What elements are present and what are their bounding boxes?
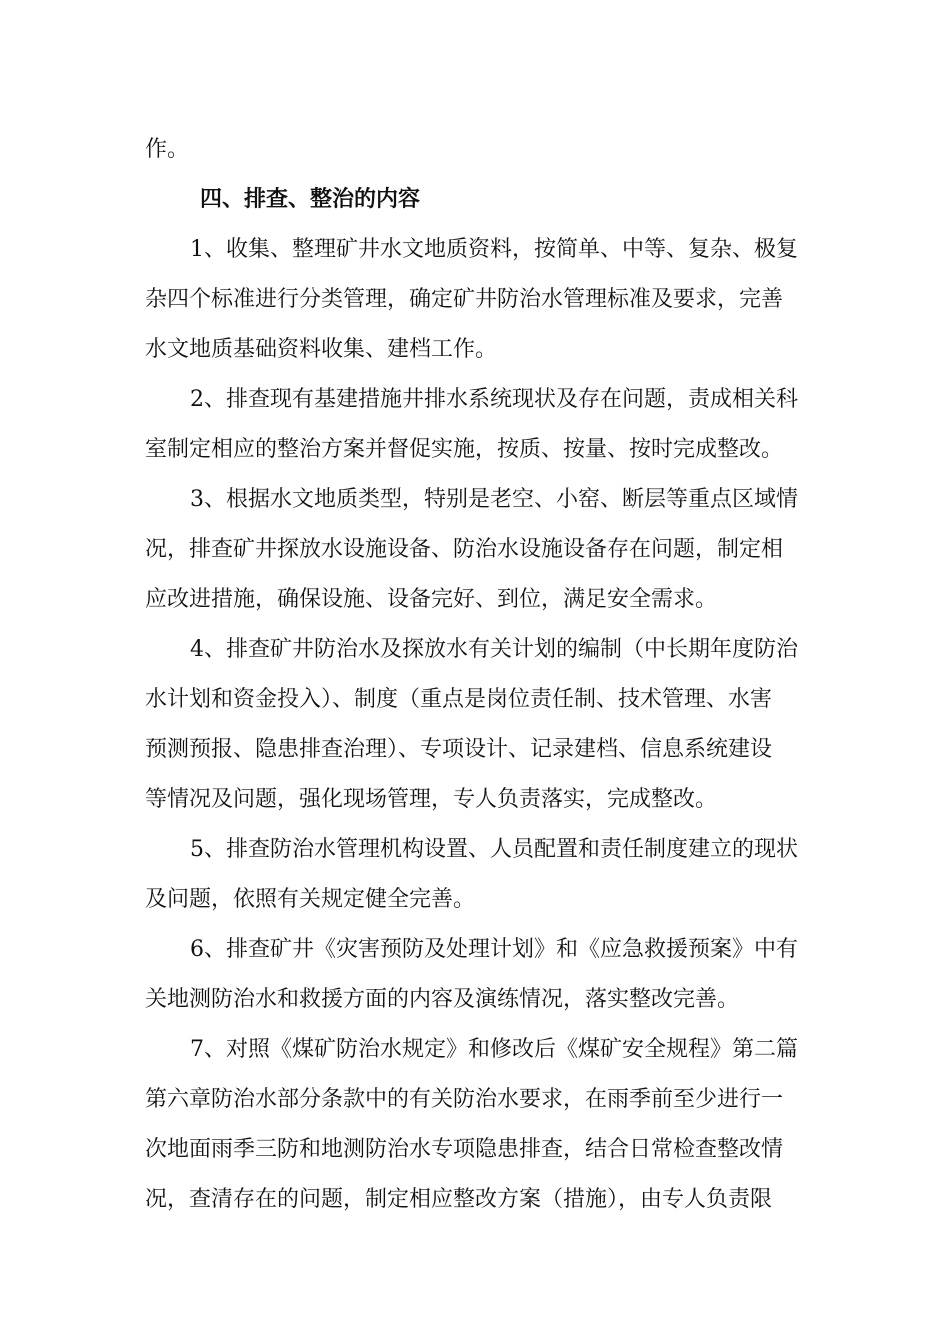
text-line: 关地测防治水和救援方面的内容及演练情况，落实整改完善。	[145, 987, 740, 1012]
item-3-line-2	[0, 534, 950, 566]
text-line: 6、排查矿井《灾害预防及处理计划》和《应急救援预案》中有	[190, 937, 798, 962]
text-line: 5、排查防治水管理机构设置、人员配置和责任制度建立的现状	[190, 837, 798, 862]
item-2	[0, 384, 950, 416]
item-4	[0, 634, 950, 666]
item-7-line-3	[0, 1134, 950, 1166]
item-1-line-3	[0, 334, 950, 366]
item-3-line-3	[0, 584, 950, 616]
text-line: 4、排查矿井防治水及探放水有关计划的编制（中长期年度防治	[190, 637, 798, 662]
text-line: 第六章防治水部分条款中的有关防治水要求，在雨季前至少进行一	[145, 1087, 784, 1112]
text-line: 次地面雨季三防和地测防治水专项隐患排查，结合日常检查整改情	[145, 1137, 784, 1162]
text-line: 7、对照《煤矿防治水规定》和修改后《煤矿安全规程》第二篇	[190, 1037, 798, 1062]
item-2-line-2	[0, 434, 950, 466]
item-7-line-4	[0, 1184, 950, 1216]
text-line: 况，排查矿井探放水设施设备、防治水设施设备存在问题，制定相	[145, 537, 784, 562]
section-heading	[0, 184, 950, 216]
item-4-line-4	[0, 784, 950, 816]
item-4-line-2	[0, 684, 950, 716]
heading-text: 四、排查、整治的内容	[200, 187, 421, 212]
text-line: 等情况及问题，强化现场管理，专人负责落实，完成整改。	[145, 787, 718, 812]
text-line: 室制定相应的整治方案并督促实施，按质、按量、按时完成整改。	[145, 437, 784, 462]
item-7-line-2	[0, 1084, 950, 1116]
item-5	[0, 834, 950, 866]
text-line: 水文地质基础资料收集、建档工作。	[145, 337, 498, 362]
item-3	[0, 484, 950, 516]
text-line: 1、收集、整理矿井水文地质资料，按简单、中等、复杂、极复	[190, 237, 798, 262]
item-1-line-2	[0, 284, 950, 316]
text-line: 3、根据水文地质类型，特别是老空、小窑、断层等重点区域情	[190, 487, 798, 512]
text-line: 应改进措施，确保设施、设备完好、到位，满足安全需求。	[145, 587, 718, 612]
item-5-line-2	[0, 884, 950, 916]
item-4-line-3	[0, 734, 950, 766]
text-line: 水计划和资金投入）、制度（重点是岗位责任制、技术管理、水害	[145, 687, 773, 712]
text-line: 预测预报、隐患排查治理）、专项设计、记录建档、信息系统建设	[145, 737, 773, 762]
text-line: 杂四个标准进行分类管理，确定矿井防治水管理标准及要求，完善	[145, 287, 784, 312]
text-line: 及问题，依照有关规定健全完善。	[145, 887, 476, 912]
paragraph-continuation	[0, 134, 950, 166]
item-6-line-2	[0, 984, 950, 1016]
text-line: 2、排查现有基建措施井排水系统现状及存在问题，责成相关科	[190, 387, 798, 412]
item-1	[0, 234, 950, 266]
item-7	[0, 1034, 950, 1066]
text-line: 况，查清存在的问题，制定相应整改方案（措施），由专人负责限	[145, 1187, 773, 1212]
item-6	[0, 934, 950, 966]
text-line: 作。	[145, 137, 190, 162]
